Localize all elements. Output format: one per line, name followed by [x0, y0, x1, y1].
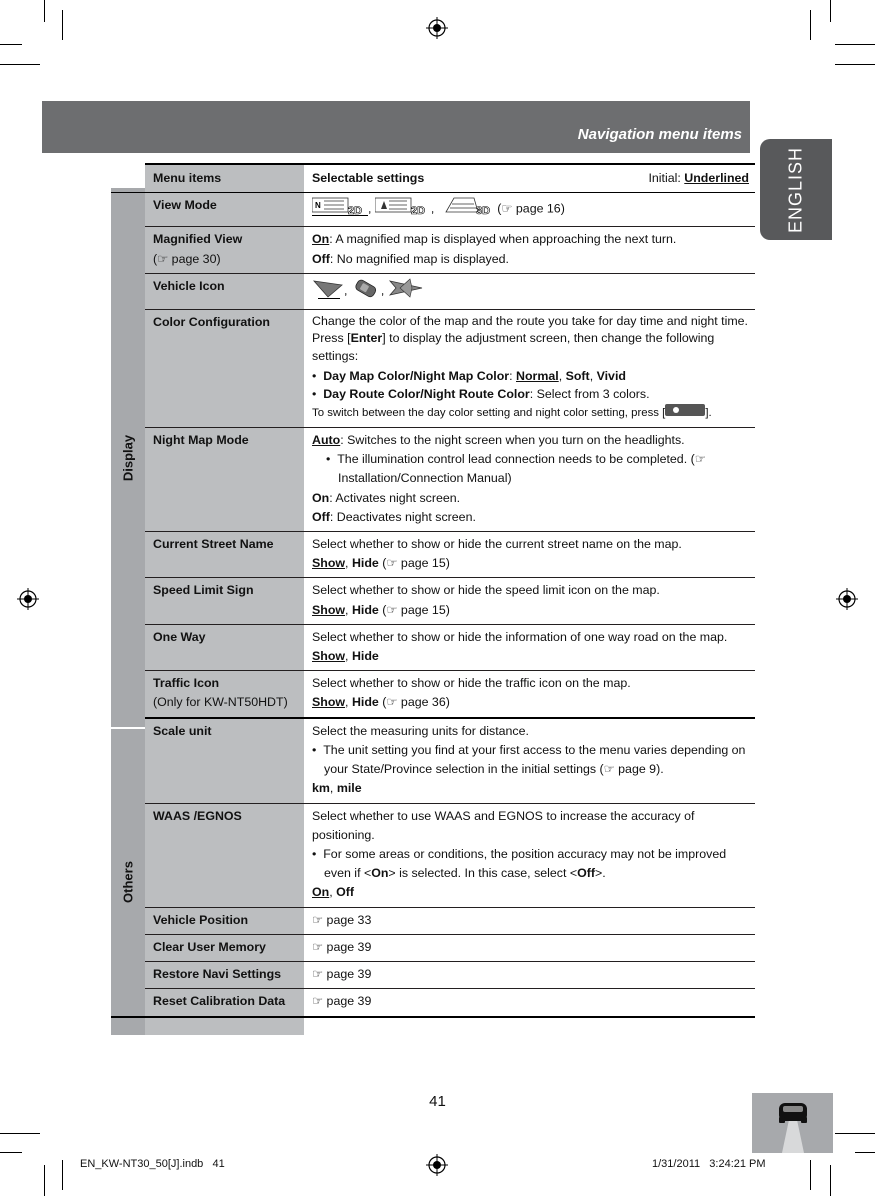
crop-mark: [0, 1133, 40, 1134]
day-night-toggle-icon: [665, 403, 705, 423]
setting-vehicle-icon: , ,: [304, 273, 755, 309]
svg-text:2D: 2D: [410, 205, 425, 217]
menu-item-scale-unit: Scale unit: [145, 718, 304, 803]
crop-mark: [835, 1133, 875, 1134]
menu-item-clear-user-memory: Clear User Memory: [145, 934, 304, 961]
menu-item-speed-limit-sign: Speed Limit Sign: [145, 578, 304, 624]
crop-mark: [0, 64, 40, 65]
crop-mark: [62, 10, 63, 40]
page-title: Navigation menu items: [577, 126, 742, 143]
registration-mark-icon: [426, 17, 448, 39]
setting-waas-egnos: Select whether to use WAAS and EGNOS to increase the accuracy of positioning. • For some areas or conditions, the position accuracy may not be improved even if <On> is selected. In this case, select <Off>. On, Off: [304, 803, 755, 907]
crop-mark: [62, 1160, 63, 1190]
menu-item-view-mode: View Mode: [145, 193, 304, 227]
table-row: [111, 531, 755, 577]
view-2d-heading-icon: [375, 196, 431, 222]
registration-mark-icon: [426, 1154, 448, 1176]
menu-item-magnified-view: Magnified View (☞ page 30): [145, 227, 304, 273]
table-row: [111, 193, 755, 227]
svg-text:3D: 3D: [475, 205, 490, 217]
setting-traffic-icon: Select whether to show or hide the traffic icon on the map. Show, Hide (☞ page 36): [304, 671, 755, 718]
setting-clear-user-memory: ☞ page 39: [304, 934, 755, 961]
initial-note: Initial: Underlined: [648, 171, 749, 185]
svg-text:N: N: [315, 201, 321, 211]
crop-mark: [855, 1152, 875, 1153]
setting-restore-navi-settings: ☞ page 39: [304, 962, 755, 989]
crop-mark: [835, 64, 875, 65]
table-row: [111, 989, 755, 1017]
header-selectable-settings: Selectable settings Initial: Underlined: [304, 164, 755, 193]
car-road-icon: [752, 1093, 833, 1153]
menu-item-traffic-icon: Traffic Icon (Only for KW-NT50HDT): [145, 671, 304, 718]
table-row: [111, 671, 755, 718]
table-row: [111, 962, 755, 989]
table-row: [111, 718, 755, 803]
setting-speed-limit-sign: Select whether to show or hide the speed limit icon on the map. Show, Hide (☞ page 15): [304, 578, 755, 624]
table-row: [111, 273, 755, 309]
menu-item-current-street-name: Current Street Name: [145, 531, 304, 577]
table-row: [111, 803, 755, 907]
crop-mark: [830, 1165, 831, 1196]
plane-vehicle-icon: [388, 277, 424, 305]
menu-item-color-configuration: Color Configuration: [145, 310, 304, 428]
registration-mark-icon: [836, 588, 858, 610]
footer-file-info: EN_KW-NT30_50[J].indb 41: [80, 1158, 225, 1170]
setting-night-map-mode: Auto: Switches to the night screen when you turn on the headlights. • The illumination control lead connection needs to be completed. (☞ Installation/Connection Manual) On: Activates night screen. Off: Deactivates night screen.: [304, 427, 755, 531]
menu-item-reset-calibration-data: Reset Calibration Data: [145, 989, 304, 1017]
section-display-label: Display: [120, 434, 136, 481]
menu-item-one-way: One Way: [145, 624, 304, 670]
setting-view-mode: N 2D , 2D , 3D (☞ page 16): [304, 193, 755, 227]
table-header-row: [111, 164, 755, 193]
crop-mark: [44, 0, 45, 22]
table-row: [111, 578, 755, 624]
table-row: [111, 310, 755, 428]
navigation-section-tab: [752, 1093, 833, 1153]
menu-item-restore-navi-settings: Restore Navi Settings: [145, 962, 304, 989]
table-row: [111, 907, 755, 934]
setting-vehicle-position: ☞ page 33: [304, 907, 755, 934]
menu-item-vehicle-icon: Vehicle Icon: [145, 273, 304, 309]
registration-mark-icon: [17, 588, 39, 610]
section-header-band: [42, 101, 750, 153]
menu-item-vehicle-position: Vehicle Position: [145, 907, 304, 934]
crop-mark: [810, 10, 811, 40]
crop-mark: [810, 1160, 811, 1190]
section-others-label: Others: [120, 861, 136, 903]
view-2d-north-icon: [312, 196, 368, 222]
table-row: [111, 624, 755, 670]
table-row: [111, 934, 755, 961]
setting-magnified-view: On: A magnified map is displayed when approaching the next turn. Off: No magnified map is displayed.: [304, 227, 755, 273]
setting-color-configuration: Change the color of the map and the route you take for day time and night time. Press [Enter] to display the adjustment screen, then change the following settings: • Day Map Color/Night Map Color: Normal, Soft, Vivid • Day Route Color/Night Route Color: Select from 3 colors. To switch between the day color setting and night color setting, press [ ].: [304, 310, 755, 428]
table-row: [111, 227, 755, 273]
language-label: ENGLISH: [785, 146, 806, 233]
menu-item-night-map-mode: Night Map Mode: [145, 427, 304, 531]
setting-scale-unit: Select the measuring units for distance. • The unit setting you find at your first access to the menu varies depending on your State/Province selection in the initial settings (☞ page 9). km, mile: [304, 718, 755, 803]
car-vehicle-icon: [351, 277, 381, 305]
crop-mark: [44, 1165, 45, 1196]
menu-item-waas-egnos: WAAS /EGNOS: [145, 803, 304, 907]
arrow-vehicle-icon: [312, 277, 344, 305]
table-row: [111, 427, 755, 531]
menu-table: [111, 163, 755, 1018]
view-3d-icon: [438, 196, 494, 222]
crop-mark: [0, 44, 22, 45]
crop-mark: [0, 1152, 22, 1153]
footer-timestamp: 1/31/2011 3:24:21 PM: [652, 1158, 766, 1170]
setting-reset-calibration-data: ☞ page 39: [304, 989, 755, 1017]
page-number: 41: [429, 1093, 446, 1110]
crop-mark: [835, 44, 875, 45]
setting-one-way: Select whether to show or hide the information of one way road on the map. Show, Hide: [304, 624, 755, 670]
header-menu-items: Menu items: [145, 164, 304, 193]
crop-mark: [830, 0, 831, 22]
setting-current-street-name: Select whether to show or hide the current street name on the map. Show, Hide (☞ page 15): [304, 531, 755, 577]
svg-text:2D: 2D: [348, 205, 363, 217]
language-tab: [760, 139, 832, 240]
